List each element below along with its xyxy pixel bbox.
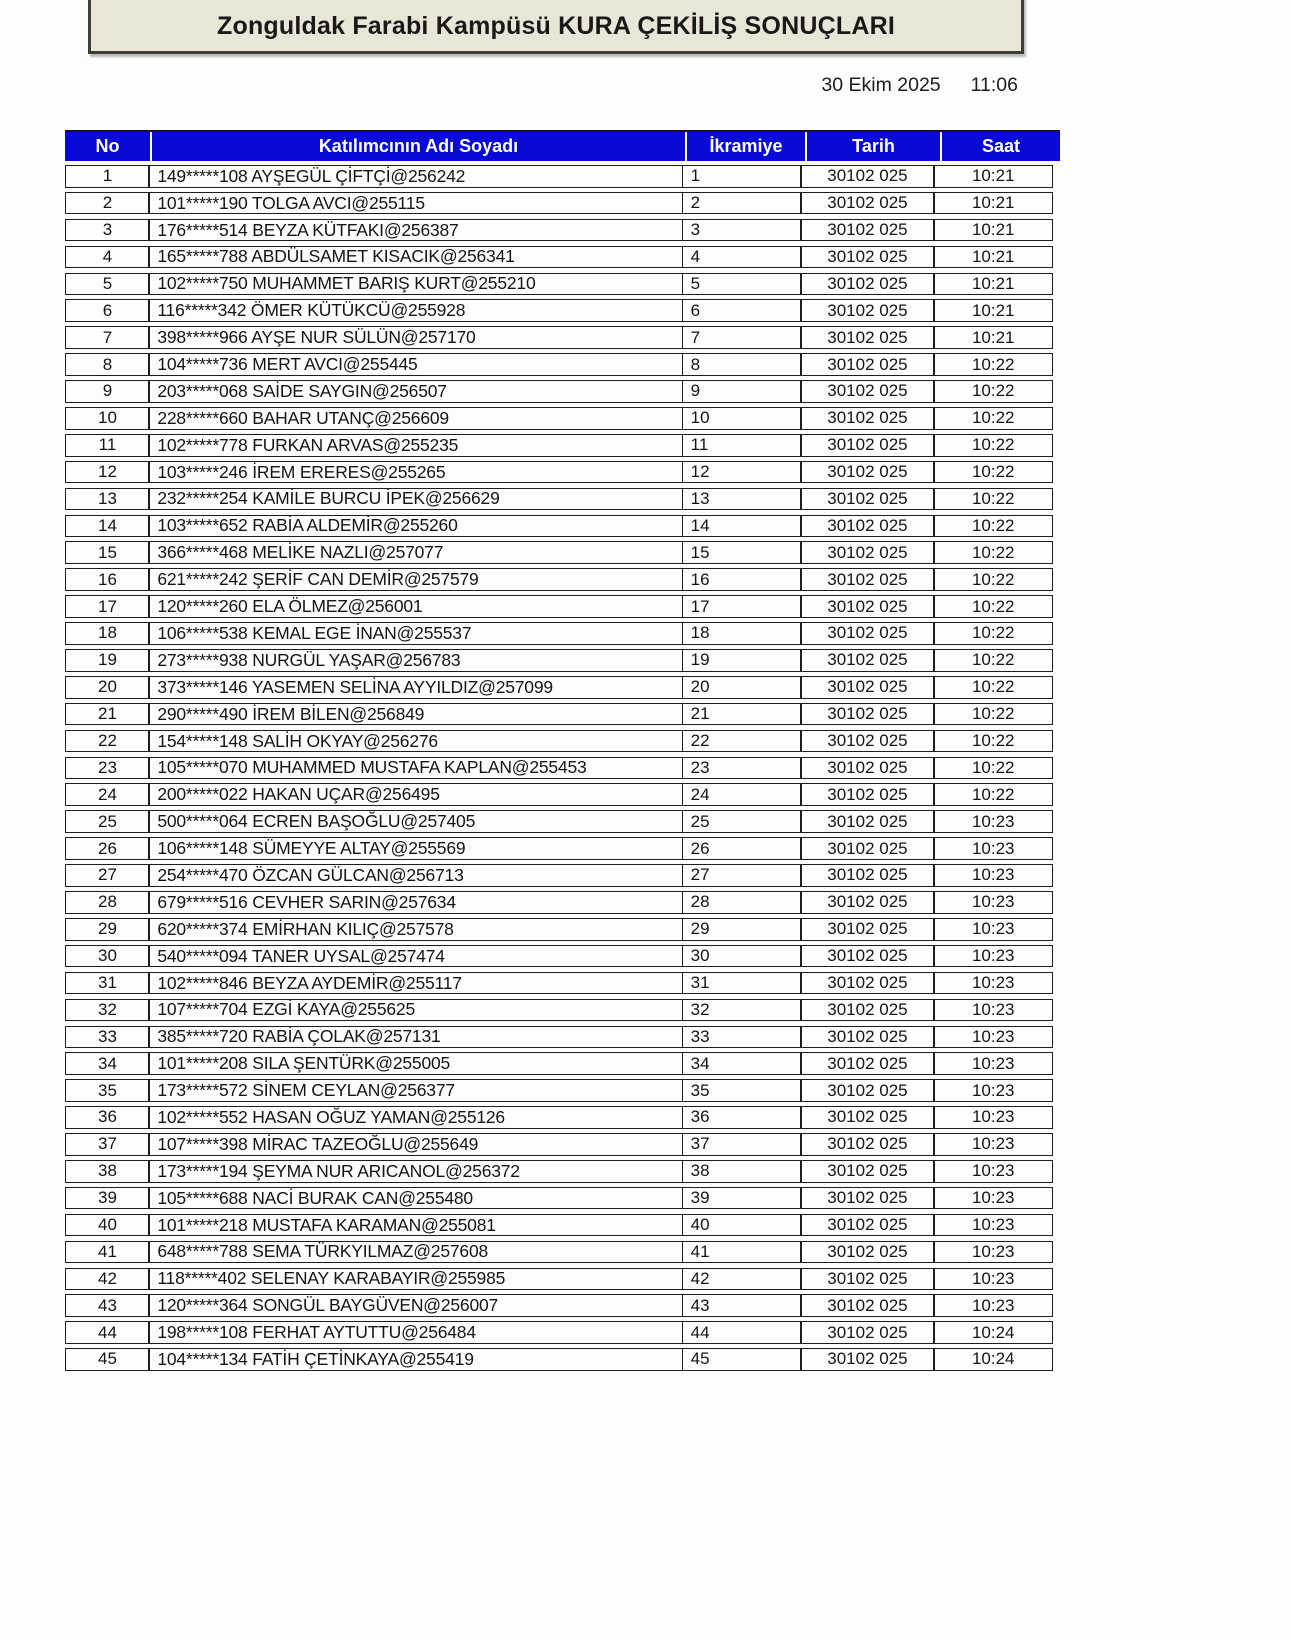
draw-date-cell: 30102 025 bbox=[800, 837, 935, 860]
participant-name-cell: 104*****134 FATİH ÇETİNKAYA@255419 bbox=[148, 1348, 683, 1371]
draw-time-cell: 10:23 bbox=[933, 1241, 1053, 1264]
prize-number-cell: 33 bbox=[682, 1026, 802, 1049]
row-number-cell: 21 bbox=[65, 703, 150, 726]
table-row bbox=[65, 1106, 1060, 1129]
row-number-cell: 7 bbox=[65, 326, 150, 349]
draw-date-cell: 30102 025 bbox=[800, 703, 935, 726]
draw-time-cell: 10:22 bbox=[933, 703, 1053, 726]
participant-name-cell: 149*****108 AYŞEGÜL ÇİFTÇİ@256242 bbox=[148, 165, 683, 188]
prize-number-cell: 38 bbox=[682, 1160, 802, 1183]
row-number-cell: 41 bbox=[65, 1241, 150, 1264]
participant-name-cell: 385*****720 RABİA ÇOLAK@257131 bbox=[148, 1026, 683, 1049]
participant-name-cell: 103*****652 RABİA ALDEMİR@255260 bbox=[148, 515, 683, 538]
draw-time-cell: 10:22 bbox=[933, 757, 1053, 780]
table-row bbox=[65, 1241, 1060, 1264]
draw-date-cell: 30102 025 bbox=[800, 757, 935, 780]
prize-number-cell: 36 bbox=[682, 1106, 802, 1129]
prize-number-cell: 7 bbox=[682, 326, 802, 349]
draw-time-cell: 10:21 bbox=[933, 273, 1053, 296]
table-body bbox=[65, 165, 1060, 1371]
print-datetime bbox=[821, 74, 1018, 97]
draw-time-cell: 10:23 bbox=[933, 918, 1053, 941]
prize-number-cell: 34 bbox=[682, 1052, 802, 1075]
row-number-cell: 15 bbox=[65, 541, 150, 564]
table-row bbox=[65, 595, 1060, 618]
row-number-cell: 31 bbox=[65, 972, 150, 995]
table-row bbox=[65, 972, 1060, 995]
table-row bbox=[65, 434, 1060, 457]
draw-time-cell: 10:23 bbox=[933, 1052, 1053, 1075]
prize-number-cell: 21 bbox=[682, 703, 802, 726]
print-time: 11:06 bbox=[970, 74, 1018, 96]
table-row bbox=[65, 541, 1060, 564]
prize-number-cell: 16 bbox=[682, 568, 802, 591]
draw-time-cell: 10:23 bbox=[933, 999, 1053, 1022]
participant-name-cell: 120*****260 ELA ÖLMEZ@256001 bbox=[148, 595, 683, 618]
participant-name-cell: 103*****246 İREM ERERES@255265 bbox=[148, 461, 683, 484]
participant-name-cell: 101*****208 SILA ŞENTÜRK@255005 bbox=[148, 1052, 683, 1075]
participant-name-cell: 366*****468 MELİKE NAZLI@257077 bbox=[148, 541, 683, 564]
participant-name-cell: 120*****364 SONGÜL BAYGÜVEN@256007 bbox=[148, 1294, 683, 1317]
draw-date-cell: 30102 025 bbox=[800, 1187, 935, 1210]
table-row bbox=[65, 1294, 1060, 1317]
draw-date-cell: 30102 025 bbox=[800, 568, 935, 591]
draw-date-cell: 30102 025 bbox=[800, 783, 935, 806]
draw-date-cell: 30102 025 bbox=[800, 488, 935, 511]
participant-name-cell: 273*****938 NURGÜL YAŞAR@256783 bbox=[148, 649, 683, 672]
row-number-cell: 5 bbox=[65, 273, 150, 296]
participant-name-cell: 540*****094 TANER UYSAL@257474 bbox=[148, 945, 683, 968]
participant-name-cell: 176*****514 BEYZA KÜTFAKI@256387 bbox=[148, 219, 683, 242]
draw-time-cell: 10:23 bbox=[933, 1106, 1053, 1129]
draw-time-cell: 10:21 bbox=[933, 219, 1053, 242]
column-header-date: Tarih bbox=[805, 132, 940, 161]
participant-name-cell: 232*****254 KAMİLE BURCU İPEK@256629 bbox=[148, 488, 683, 511]
participant-name-cell: 254*****470 ÖZCAN GÜLCAN@256713 bbox=[148, 864, 683, 887]
participant-name-cell: 398*****966 AYŞE NUR SÜLÜN@257170 bbox=[148, 326, 683, 349]
row-number-cell: 11 bbox=[65, 434, 150, 457]
table-row bbox=[65, 326, 1060, 349]
draw-date-cell: 30102 025 bbox=[800, 810, 935, 833]
table-row bbox=[65, 730, 1060, 753]
row-number-cell: 13 bbox=[65, 488, 150, 511]
row-number-cell: 16 bbox=[65, 568, 150, 591]
prize-number-cell: 41 bbox=[682, 1241, 802, 1264]
draw-time-cell: 10:21 bbox=[933, 246, 1053, 269]
row-number-cell: 34 bbox=[65, 1052, 150, 1075]
draw-date-cell: 30102 025 bbox=[800, 541, 935, 564]
draw-date-cell: 30102 025 bbox=[800, 1052, 935, 1075]
draw-date-cell: 30102 025 bbox=[800, 353, 935, 376]
prize-number-cell: 27 bbox=[682, 864, 802, 887]
participant-name-cell: 621*****242 ŞERİF CAN DEMİR@257579 bbox=[148, 568, 683, 591]
participant-name-cell: 648*****788 SEMA TÜRKYILMAZ@257608 bbox=[148, 1241, 683, 1264]
draw-date-cell: 30102 025 bbox=[800, 1133, 935, 1156]
participant-name-cell: 107*****398 MİRAC TAZEOĞLU@255649 bbox=[148, 1133, 683, 1156]
draw-date-cell: 30102 025 bbox=[800, 246, 935, 269]
row-number-cell: 3 bbox=[65, 219, 150, 242]
draw-time-cell: 10:23 bbox=[933, 1133, 1053, 1156]
participant-name-cell: 165*****788 ABDÜLSAMET KISACIK@256341 bbox=[148, 246, 683, 269]
page-title: Zonguldak Farabi Kampüsü KURA ÇEKİLİŞ SONUÇLARI bbox=[217, 11, 895, 40]
prize-number-cell: 1 bbox=[682, 165, 802, 188]
draw-date-cell: 30102 025 bbox=[800, 730, 935, 753]
table-row bbox=[65, 918, 1060, 941]
table-row bbox=[65, 273, 1060, 296]
participant-name-cell: 106*****538 KEMAL EGE İNAN@255537 bbox=[148, 622, 683, 645]
participant-name-cell: 290*****490 İREM BİLEN@256849 bbox=[148, 703, 683, 726]
draw-date-cell: 30102 025 bbox=[800, 1348, 935, 1371]
prize-number-cell: 32 bbox=[682, 999, 802, 1022]
participant-name-cell: 106*****148 SÜMEYYE ALTAY@255569 bbox=[148, 837, 683, 860]
table-row bbox=[65, 1348, 1060, 1371]
row-number-cell: 39 bbox=[65, 1187, 150, 1210]
draw-date-cell: 30102 025 bbox=[800, 299, 935, 322]
row-number-cell: 19 bbox=[65, 649, 150, 672]
participant-name-cell: 102*****846 BEYZA AYDEMİR@255117 bbox=[148, 972, 683, 995]
table-row bbox=[65, 219, 1060, 242]
draw-date-cell: 30102 025 bbox=[800, 622, 935, 645]
row-number-cell: 14 bbox=[65, 515, 150, 538]
prize-number-cell: 42 bbox=[682, 1268, 802, 1291]
row-number-cell: 37 bbox=[65, 1133, 150, 1156]
draw-time-cell: 10:22 bbox=[933, 407, 1053, 430]
draw-date-cell: 30102 025 bbox=[800, 1268, 935, 1291]
prize-number-cell: 22 bbox=[682, 730, 802, 753]
table-row bbox=[65, 783, 1060, 806]
prize-number-cell: 19 bbox=[682, 649, 802, 672]
print-date: 30 Ekim 2025 bbox=[821, 74, 941, 96]
table-row bbox=[65, 891, 1060, 914]
row-number-cell: 12 bbox=[65, 461, 150, 484]
row-number-cell: 44 bbox=[65, 1321, 150, 1344]
draw-date-cell: 30102 025 bbox=[800, 1106, 935, 1129]
draw-time-cell: 10:23 bbox=[933, 837, 1053, 860]
prize-number-cell: 15 bbox=[682, 541, 802, 564]
participant-name-cell: 101*****218 MUSTAFA KARAMAN@255081 bbox=[148, 1214, 683, 1237]
participant-name-cell: 500*****064 ECREN BAŞOĞLU@257405 bbox=[148, 810, 683, 833]
draw-time-cell: 10:23 bbox=[933, 972, 1053, 995]
draw-time-cell: 10:22 bbox=[933, 541, 1053, 564]
table-row bbox=[65, 864, 1060, 887]
draw-time-cell: 10:21 bbox=[933, 299, 1053, 322]
participant-name-cell: 118*****402 SELENAY KARABAYIR@255985 bbox=[148, 1268, 683, 1291]
row-number-cell: 36 bbox=[65, 1106, 150, 1129]
table-row bbox=[65, 461, 1060, 484]
title-box bbox=[88, 0, 1024, 54]
draw-date-cell: 30102 025 bbox=[800, 380, 935, 403]
participant-name-cell: 228*****660 BAHAR UTANÇ@256609 bbox=[148, 407, 683, 430]
participant-name-cell: 116*****342 ÖMER KÜTÜKCÜ@255928 bbox=[148, 299, 683, 322]
draw-time-cell: 10:23 bbox=[933, 810, 1053, 833]
row-number-cell: 35 bbox=[65, 1079, 150, 1102]
draw-time-cell: 10:23 bbox=[933, 1160, 1053, 1183]
prize-number-cell: 45 bbox=[682, 1348, 802, 1371]
prize-number-cell: 12 bbox=[682, 461, 802, 484]
prize-number-cell: 11 bbox=[682, 434, 802, 457]
prize-number-cell: 24 bbox=[682, 783, 802, 806]
draw-time-cell: 10:24 bbox=[933, 1321, 1053, 1344]
draw-date-cell: 30102 025 bbox=[800, 972, 935, 995]
prize-number-cell: 29 bbox=[682, 918, 802, 941]
draw-date-cell: 30102 025 bbox=[800, 999, 935, 1022]
draw-time-cell: 10:23 bbox=[933, 891, 1053, 914]
draw-time-cell: 10:22 bbox=[933, 353, 1053, 376]
prize-number-cell: 20 bbox=[682, 676, 802, 699]
participant-name-cell: 200*****022 HAKAN UÇAR@256495 bbox=[148, 783, 683, 806]
table-row bbox=[65, 165, 1060, 188]
table-row bbox=[65, 192, 1060, 215]
prize-number-cell: 4 bbox=[682, 246, 802, 269]
draw-date-cell: 30102 025 bbox=[800, 192, 935, 215]
draw-time-cell: 10:21 bbox=[933, 192, 1053, 215]
table-row bbox=[65, 1268, 1060, 1291]
prize-number-cell: 40 bbox=[682, 1214, 802, 1237]
draw-date-cell: 30102 025 bbox=[800, 864, 935, 887]
draw-date-cell: 30102 025 bbox=[800, 407, 935, 430]
draw-date-cell: 30102 025 bbox=[800, 1079, 935, 1102]
draw-date-cell: 30102 025 bbox=[800, 891, 935, 914]
prize-number-cell: 28 bbox=[682, 891, 802, 914]
table-row bbox=[65, 1321, 1060, 1344]
draw-time-cell: 10:22 bbox=[933, 595, 1053, 618]
prize-number-cell: 5 bbox=[682, 273, 802, 296]
table-row bbox=[65, 649, 1060, 672]
table-row bbox=[65, 1214, 1060, 1237]
prize-number-cell: 18 bbox=[682, 622, 802, 645]
prize-number-cell: 39 bbox=[682, 1187, 802, 1210]
column-header-prize: İkramiye bbox=[685, 132, 805, 161]
table-row bbox=[65, 703, 1060, 726]
prize-number-cell: 9 bbox=[682, 380, 802, 403]
row-number-cell: 29 bbox=[65, 918, 150, 941]
draw-date-cell: 30102 025 bbox=[800, 434, 935, 457]
table-row bbox=[65, 299, 1060, 322]
draw-time-cell: 10:22 bbox=[933, 783, 1053, 806]
participant-name-cell: 373*****146 YASEMEN SELİNA AYYILDIZ@257099 bbox=[148, 676, 683, 699]
prize-number-cell: 6 bbox=[682, 299, 802, 322]
table-header-row bbox=[65, 130, 1060, 161]
prize-number-cell: 43 bbox=[682, 1294, 802, 1317]
row-number-cell: 26 bbox=[65, 837, 150, 860]
participant-name-cell: 620*****374 EMİRHAN KILIÇ@257578 bbox=[148, 918, 683, 941]
table-row bbox=[65, 1052, 1060, 1075]
row-number-cell: 6 bbox=[65, 299, 150, 322]
row-number-cell: 33 bbox=[65, 1026, 150, 1049]
row-number-cell: 24 bbox=[65, 783, 150, 806]
row-number-cell: 17 bbox=[65, 595, 150, 618]
row-number-cell: 10 bbox=[65, 407, 150, 430]
table-row bbox=[65, 1079, 1060, 1102]
prize-number-cell: 17 bbox=[682, 595, 802, 618]
draw-time-cell: 10:23 bbox=[933, 1294, 1053, 1317]
row-number-cell: 30 bbox=[65, 945, 150, 968]
row-number-cell: 27 bbox=[65, 864, 150, 887]
table-row bbox=[65, 757, 1060, 780]
row-number-cell: 45 bbox=[65, 1348, 150, 1371]
participant-name-cell: 107*****704 EZGİ KAYA@255625 bbox=[148, 999, 683, 1022]
draw-date-cell: 30102 025 bbox=[800, 461, 935, 484]
results-table bbox=[65, 130, 1060, 1375]
table-row bbox=[65, 407, 1060, 430]
draw-time-cell: 10:22 bbox=[933, 515, 1053, 538]
draw-time-cell: 10:23 bbox=[933, 1214, 1053, 1237]
participant-name-cell: 154*****148 SALİH OKYAY@256276 bbox=[148, 730, 683, 753]
row-number-cell: 42 bbox=[65, 1268, 150, 1291]
draw-time-cell: 10:23 bbox=[933, 945, 1053, 968]
prize-number-cell: 10 bbox=[682, 407, 802, 430]
prize-number-cell: 8 bbox=[682, 353, 802, 376]
row-number-cell: 25 bbox=[65, 810, 150, 833]
draw-date-cell: 30102 025 bbox=[800, 918, 935, 941]
table-row bbox=[65, 1133, 1060, 1156]
draw-date-cell: 30102 025 bbox=[800, 595, 935, 618]
table-row bbox=[65, 676, 1060, 699]
column-header-no: No bbox=[65, 132, 150, 161]
draw-date-cell: 30102 025 bbox=[800, 1026, 935, 1049]
draw-date-cell: 30102 025 bbox=[800, 945, 935, 968]
draw-date-cell: 30102 025 bbox=[800, 1214, 935, 1237]
draw-time-cell: 10:22 bbox=[933, 649, 1053, 672]
draw-date-cell: 30102 025 bbox=[800, 273, 935, 296]
draw-time-cell: 10:22 bbox=[933, 380, 1053, 403]
column-header-participant-name: Katılımcının Adı Soyadı bbox=[150, 132, 685, 161]
draw-date-cell: 30102 025 bbox=[800, 1160, 935, 1183]
draw-time-cell: 10:23 bbox=[933, 1187, 1053, 1210]
draw-time-cell: 10:23 bbox=[933, 1268, 1053, 1291]
table-row bbox=[65, 488, 1060, 511]
draw-time-cell: 10:22 bbox=[933, 622, 1053, 645]
participant-name-cell: 105*****070 MUHAMMED MUSTAFA KAPLAN@255453 bbox=[148, 757, 683, 780]
prize-number-cell: 23 bbox=[682, 757, 802, 780]
prize-number-cell: 37 bbox=[682, 1133, 802, 1156]
row-number-cell: 9 bbox=[65, 380, 150, 403]
participant-name-cell: 102*****552 HASAN OĞUZ YAMAN@255126 bbox=[148, 1106, 683, 1129]
participant-name-cell: 173*****194 ŞEYMA NUR ARICANOL@256372 bbox=[148, 1160, 683, 1183]
draw-time-cell: 10:23 bbox=[933, 1079, 1053, 1102]
table-row bbox=[65, 837, 1060, 860]
draw-date-cell: 30102 025 bbox=[800, 1241, 935, 1264]
row-number-cell: 22 bbox=[65, 730, 150, 753]
table-row bbox=[65, 380, 1060, 403]
prize-number-cell: 14 bbox=[682, 515, 802, 538]
participant-name-cell: 203*****068 SAİDE SAYGIN@256507 bbox=[148, 380, 683, 403]
participant-name-cell: 102*****778 FURKAN ARVAS@255235 bbox=[148, 434, 683, 457]
table-row bbox=[65, 246, 1060, 269]
table-row bbox=[65, 945, 1060, 968]
prize-number-cell: 26 bbox=[682, 837, 802, 860]
row-number-cell: 28 bbox=[65, 891, 150, 914]
participant-name-cell: 173*****572 SİNEM CEYLAN@256377 bbox=[148, 1079, 683, 1102]
draw-date-cell: 30102 025 bbox=[800, 1321, 935, 1344]
draw-time-cell: 10:22 bbox=[933, 730, 1053, 753]
draw-date-cell: 30102 025 bbox=[800, 676, 935, 699]
table-row bbox=[65, 515, 1060, 538]
draw-date-cell: 30102 025 bbox=[800, 219, 935, 242]
row-number-cell: 8 bbox=[65, 353, 150, 376]
participant-name-cell: 679*****516 CEVHER SARIN@257634 bbox=[148, 891, 683, 914]
table-row bbox=[65, 1026, 1060, 1049]
draw-time-cell: 10:22 bbox=[933, 676, 1053, 699]
row-number-cell: 18 bbox=[65, 622, 150, 645]
prize-number-cell: 44 bbox=[682, 1321, 802, 1344]
prize-number-cell: 31 bbox=[682, 972, 802, 995]
draw-time-cell: 10:23 bbox=[933, 1026, 1053, 1049]
row-number-cell: 20 bbox=[65, 676, 150, 699]
table-row bbox=[65, 810, 1060, 833]
table-row bbox=[65, 999, 1060, 1022]
draw-time-cell: 10:21 bbox=[933, 326, 1053, 349]
table-row bbox=[65, 622, 1060, 645]
row-number-cell: 38 bbox=[65, 1160, 150, 1183]
draw-time-cell: 10:21 bbox=[933, 165, 1053, 188]
draw-date-cell: 30102 025 bbox=[800, 515, 935, 538]
draw-time-cell: 10:23 bbox=[933, 864, 1053, 887]
participant-name-cell: 104*****736 MERT AVCI@255445 bbox=[148, 353, 683, 376]
table-row bbox=[65, 568, 1060, 591]
draw-time-cell: 10:22 bbox=[933, 568, 1053, 591]
prize-number-cell: 25 bbox=[682, 810, 802, 833]
row-number-cell: 2 bbox=[65, 192, 150, 215]
participant-name-cell: 102*****750 MUHAMMET BARIŞ KURT@255210 bbox=[148, 273, 683, 296]
draw-date-cell: 30102 025 bbox=[800, 165, 935, 188]
table-row bbox=[65, 353, 1060, 376]
participant-name-cell: 198*****108 FERHAT AYTUTTU@256484 bbox=[148, 1321, 683, 1344]
table-row bbox=[65, 1160, 1060, 1183]
prize-number-cell: 13 bbox=[682, 488, 802, 511]
draw-date-cell: 30102 025 bbox=[800, 1294, 935, 1317]
row-number-cell: 23 bbox=[65, 757, 150, 780]
draw-date-cell: 30102 025 bbox=[800, 649, 935, 672]
participant-name-cell: 105*****688 NACİ BURAK CAN@255480 bbox=[148, 1187, 683, 1210]
row-number-cell: 32 bbox=[65, 999, 150, 1022]
row-number-cell: 40 bbox=[65, 1214, 150, 1237]
draw-time-cell: 10:22 bbox=[933, 488, 1053, 511]
participant-name-cell: 101*****190 TOLGA AVCI@255115 bbox=[148, 192, 683, 215]
prize-number-cell: 35 bbox=[682, 1079, 802, 1102]
column-header-time: Saat bbox=[940, 132, 1060, 161]
draw-date-cell: 30102 025 bbox=[800, 326, 935, 349]
prize-number-cell: 3 bbox=[682, 219, 802, 242]
draw-time-cell: 10:22 bbox=[933, 461, 1053, 484]
prize-number-cell: 30 bbox=[682, 945, 802, 968]
table-row bbox=[65, 1187, 1060, 1210]
row-number-cell: 4 bbox=[65, 246, 150, 269]
draw-time-cell: 10:22 bbox=[933, 434, 1053, 457]
row-number-cell: 1 bbox=[65, 165, 150, 188]
prize-number-cell: 2 bbox=[682, 192, 802, 215]
draw-time-cell: 10:24 bbox=[933, 1348, 1053, 1371]
row-number-cell: 43 bbox=[65, 1294, 150, 1317]
